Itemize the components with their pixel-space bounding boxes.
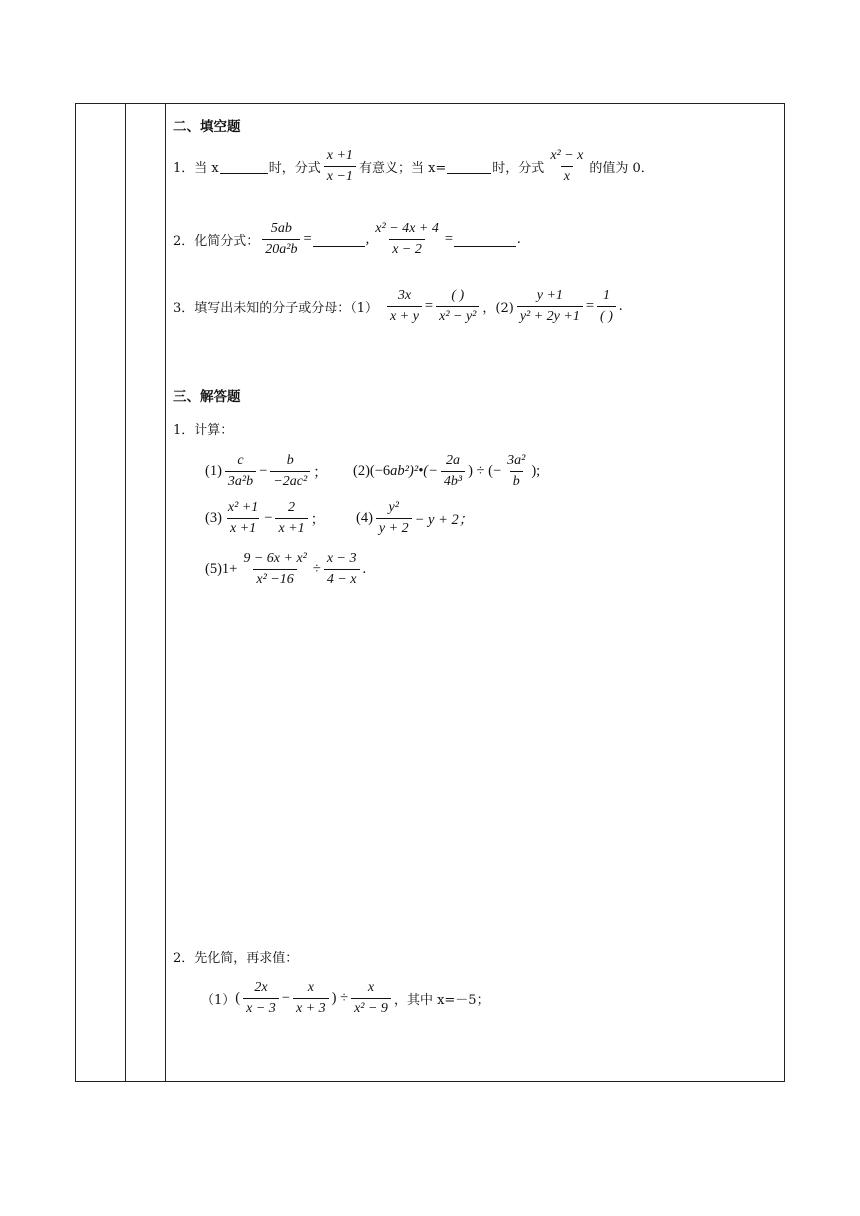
fraction: $\frac{x}{\text{x² − 9}}$	[351, 980, 391, 1017]
calc-expr-4: (4) $\frac{\text{y²}}{y + 2}$ − y + 2；	[356, 500, 474, 536]
fraction: $\frac{\text{x² +1}}{x +1}$	[227, 500, 259, 536]
fraction: $\frac{\text{9 − 6x + x²}}{\text{x² −16}}$	[243, 551, 307, 587]
fraction: $\frac{3x}{x + y}$	[387, 288, 422, 325]
q1-text-4: 时，分式	[492, 161, 545, 176]
answer-blank	[447, 159, 491, 174]
fraction: $\frac{b}{\text{−2ac²}}$	[270, 453, 310, 490]
answer-blank	[454, 232, 516, 247]
fraction: $\frac{c}{\text{3a²b}}$	[225, 453, 256, 490]
answer-blank	[220, 159, 268, 174]
q3-text-1: 3．填写出未知的分子或分母：（1）	[173, 301, 379, 316]
calc-expr-3: (3) $\frac{\text{x² +1}}{x +1}$ − $\frac{2}{x +1}$ ；	[205, 500, 326, 536]
simplify-expr-1: （1） ( $\frac{2x}{x - 3}$ − $\frac{x}{x + 3}$ ) ÷ $\frac{x}{\text{x² − 9}}$ ，其中 x=－5；	[201, 980, 490, 1016]
question-3-2-label: 2．先化简，再求值：	[173, 951, 299, 966]
fraction: $\frac{x}{x + 3}$	[293, 980, 329, 1017]
fraction: $\frac{\text{x² − 4x + 4}}{x - 2}$	[375, 221, 439, 257]
fraction: $\frac{\text{y²}}{y + 2}$	[376, 500, 412, 537]
question-2-1	[173, 148, 654, 185]
column-divider-1	[125, 104, 126, 1081]
q1-text-1: 1．当 x	[173, 161, 219, 176]
fraction: $\frac{\text{3a²}}{b}$	[507, 453, 526, 489]
section-heading-solve: 三、解答题	[173, 389, 241, 405]
fraction: $\frac{\text{x² − x}}{x}$	[550, 148, 584, 184]
section-heading-fill-blank: 二、填空题	[173, 119, 241, 135]
fraction: $\frac{2a}{\text{4b³}}$	[441, 453, 465, 490]
column-divider-2	[165, 104, 166, 1081]
fraction: $\frac{1}{( )}$	[597, 288, 616, 325]
question-2-2: 2．化简分式： $\frac{5ab}{\text{20a²b}}$ = , $\frac{\text{x² − 4x + 4}}{x - 2}$ = .	[173, 221, 521, 257]
fraction: $\frac{x +1}{x -1}$	[324, 148, 356, 185]
fraction: $\frac{x - 3}{4 - x}$	[324, 551, 360, 588]
fraction: $\frac{y +1}{\text{y² + 2y +1}}$	[517, 288, 583, 325]
fraction: $\frac{( )}{\text{x² − y²}}$	[436, 288, 479, 325]
q2-text-1: 2．化简分式：	[173, 234, 260, 249]
q1-text-2: 时，分式	[268, 161, 321, 176]
fraction: $\frac{5ab}{\text{20a²b}}$	[262, 221, 300, 258]
calc-expr-5: (5)1+ $\frac{\text{9 − 6x + x²}}{\text{x² −16}}$ ÷ $\frac{x - 3}{4 - x}$ .	[205, 551, 367, 587]
fraction: $\frac{2x}{x - 3}$	[243, 980, 279, 1017]
fraction: $\frac{2}{x +1}$	[275, 500, 307, 537]
calc-expr-1: (1) $\frac{c}{\text{3a²b}}$ − $\frac{b}{\text{−2ac²}}$ ；	[205, 453, 328, 489]
question-3-1-label: 1．计算：	[173, 423, 234, 438]
answer-blank	[313, 232, 365, 247]
calc-expr-2: (2)(−6 ab²)²•(− $\frac{2a}{\text{4b³}}$ ) ÷ (− $\frac{\text{3a²}}{b}$ );	[353, 453, 541, 489]
question-2-3: 3．填写出未知的分子或分母：（1） $\frac{3x}{x + y}$ = $\frac{( )}{\text{x² − y²}}$ ，(2) $\frac{y +1}{\text{y² + 2y +1}}$ = $\frac{1}{( )}$ .	[173, 288, 623, 324]
q1-text-3: 有意义；当 x=	[358, 161, 447, 176]
content-cell	[173, 103, 773, 1082]
q1-text-5: 的值为 0．	[589, 161, 654, 176]
